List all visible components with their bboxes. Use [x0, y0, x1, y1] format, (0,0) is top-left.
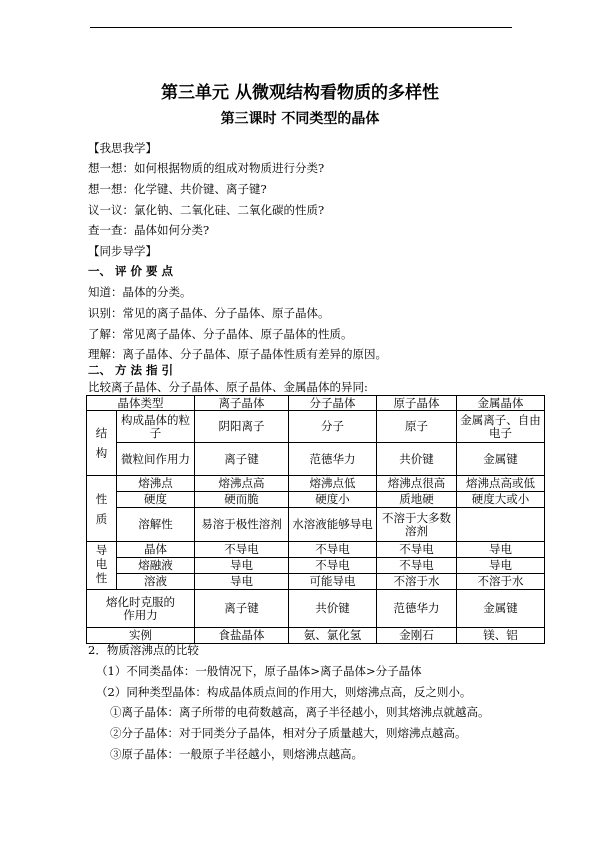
row-label: 溶液 [117, 574, 195, 590]
header-cell: 分子晶体 [289, 396, 377, 411]
table-cell: 硬度小 [289, 492, 377, 508]
table-cell [457, 508, 545, 542]
table-cell: 不导电 [377, 542, 457, 558]
table-cell: 导电 [195, 558, 289, 574]
table-row [87, 574, 545, 590]
table-cell: 水溶液能够导电 [289, 508, 377, 542]
table-cell: 分子 [289, 411, 377, 443]
row-label [87, 590, 195, 628]
table-row [87, 476, 545, 492]
table-cell: 质地硬 [377, 492, 457, 508]
table-intro: 比较离子晶体、分子晶体、原子晶体、金属晶体的异同: [88, 380, 368, 394]
table-cell: 不溶于水 [377, 574, 457, 590]
table-cell: 导电 [457, 542, 545, 558]
table-cell: 不溶于大多数溶剂 [377, 508, 457, 542]
crystal-comparison-table [86, 395, 545, 644]
think-item: 查一查：晶体如何分类? [88, 223, 210, 237]
header-rule [90, 27, 512, 28]
row-label: 硬度 [117, 492, 195, 508]
table-cell: 不溶于水 [457, 574, 545, 590]
group-label-property [87, 476, 117, 542]
group-label-text: 性质 [95, 491, 108, 526]
part1-item: 知道：晶体的分类。 [88, 285, 192, 299]
table-row [87, 508, 545, 542]
compare-item: ③原子晶体：一般原子半径越小，则熔沸点越高。 [110, 747, 363, 761]
table-cell: 硬度大或小 [457, 492, 545, 508]
table-cell: 共价键 [289, 590, 377, 628]
header-cell: 原子晶体 [377, 396, 457, 411]
table-row [87, 558, 545, 574]
table-cell: 不导电 [289, 542, 377, 558]
page-title: 第三单元 从微观结构看物质的多样性 [161, 83, 439, 103]
think-item: 想一想：化学键、共价键、离子键? [88, 182, 267, 196]
table-cell: 金属键 [457, 443, 545, 476]
think-heading: 【我思我学】 [88, 141, 157, 155]
guide-heading: 【同步导学】 [88, 244, 157, 258]
table-cell: 金刚石 [377, 628, 457, 644]
table-cell: 金属离子、自由电子 [457, 411, 545, 443]
lesson-subtitle: 第三课时 不同类型的晶体 [220, 111, 380, 127]
compare-item: （1）不同类晶体：一般情况下，原子晶体>离子晶体>分子晶体 [96, 664, 422, 678]
part1-item: 识别：常见的离子晶体、分子晶体、原子晶体。 [88, 306, 330, 320]
group-label-text: 结构 [95, 426, 108, 460]
table-cell: 不导电 [289, 558, 377, 574]
table-cell: 熔沸点很高 [377, 476, 457, 492]
table-cell: 导电 [457, 558, 545, 574]
part1-title: 一、 评 价 要 点 [88, 264, 174, 278]
table-cell: 共价键 [377, 443, 457, 476]
table-cell: 阴阳离子 [195, 411, 289, 443]
compare-item: ①离子晶体：离子所带的电荷数越高，离子半径越小，则其熔沸点就越高。 [110, 705, 490, 719]
table-cell: 导电 [195, 574, 289, 590]
table-cell: 原子 [377, 411, 457, 443]
header-cell: 金属晶体 [457, 396, 545, 411]
table-cell: 熔沸点低 [289, 476, 377, 492]
table-cell: 熔沸点高 [195, 476, 289, 492]
table-cell: 镁、铝 [457, 628, 545, 644]
table-cell: 不导电 [377, 558, 457, 574]
row-label-text: 熔化时克服的作用力 [106, 594, 175, 622]
row-label: 实例 [87, 628, 195, 644]
table-cell: 氨、氯化氢 [289, 628, 377, 644]
group-label-conductivity [87, 542, 117, 590]
table-cell: 食盐晶体 [195, 628, 289, 644]
think-item: 想一想：如何根据物质的组成对物质进行分类? [88, 161, 325, 175]
part1-item: 了解：常见离子晶体、分子晶体、原子晶体的性质。 [88, 327, 353, 341]
group-label-text: 导电性 [95, 543, 108, 585]
table-cell: 金属键 [457, 590, 545, 628]
row-label: 构成晶体的粒子 [117, 411, 195, 443]
table-cell: 范德华力 [289, 443, 377, 476]
table-cell: 范德华力 [377, 590, 457, 628]
part2-title: 二、 方 法 指 引 [88, 363, 174, 377]
row-label: 溶解性 [117, 508, 195, 542]
compare-item: ②分子晶体：对于同类分子晶体，相对分子质量越大，则熔沸点越高。 [110, 726, 467, 740]
table-cell: 不导电 [195, 542, 289, 558]
row-label: 熔沸点 [117, 476, 195, 492]
part1-item: 理解：离子晶体、分子晶体、原子晶体性质有差异的原因。 [88, 347, 387, 361]
row-label: 晶体 [117, 542, 195, 558]
table-cell: 硬而脆 [195, 492, 289, 508]
table-cell: 可能导电 [289, 574, 377, 590]
table-row [87, 411, 545, 443]
table-row [87, 628, 545, 644]
header-cell: 离子晶体 [195, 396, 289, 411]
table-row [87, 590, 545, 628]
row-label: 熔融液 [117, 558, 195, 574]
think-item: 议一议：氯化钠、二氧化硅、二氧化碳的性质? [88, 203, 325, 217]
group-label-structure [87, 411, 117, 476]
table-row [87, 492, 545, 508]
row-label: 微粒间作用力 [117, 443, 195, 476]
table-cell: 易溶于极性溶剂 [195, 508, 289, 542]
table-row [87, 443, 545, 476]
table-header-row [87, 396, 545, 411]
compare-heading: 2．物质溶沸点的比较 [88, 643, 199, 657]
table-cell: 离子键 [195, 590, 289, 628]
table-row [87, 542, 545, 558]
compare-item: （2）同种类型晶体：构成晶体质点间的作用大，则熔沸点高，反之则小。 [96, 685, 472, 699]
table-cell: 熔沸点高或低 [457, 476, 545, 492]
table-cell: 离子键 [195, 443, 289, 476]
header-cell: 晶体类型 [87, 396, 195, 411]
